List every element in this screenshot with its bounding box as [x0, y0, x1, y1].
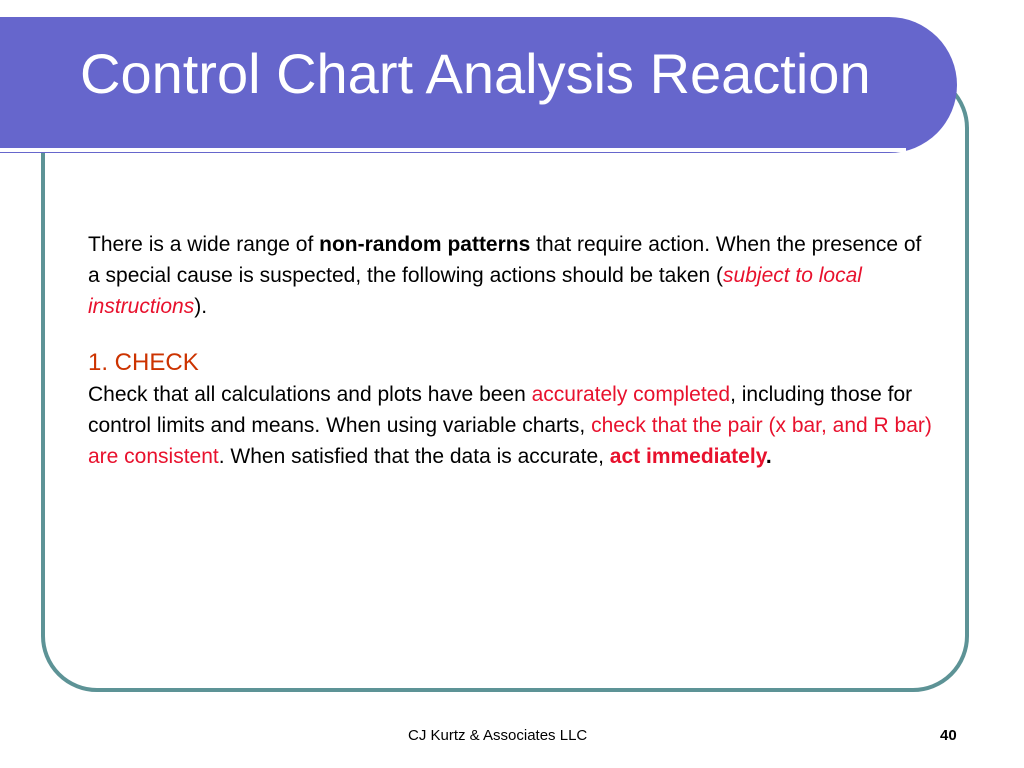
check-text-2: , including those for control limits and means. When using variable charts, — [88, 383, 913, 437]
paragraph-gap — [88, 322, 938, 346]
slide-body — [88, 229, 938, 472]
title-underline — [0, 148, 906, 152]
check-paragraph — [88, 379, 938, 472]
intro-italic-note: subject to local instructions — [88, 264, 862, 318]
intro-paragraph — [88, 229, 938, 322]
check-text-4: . — [765, 445, 772, 468]
intro-bold-term: non-random patterns — [319, 233, 531, 256]
intro-text-1: There is a wide range of — [88, 233, 320, 256]
check-red-2: check that the pair (x bar, and R bar) are consistent — [88, 414, 932, 468]
intro-text-3: ). — [194, 295, 208, 318]
page-number: 40 — [940, 727, 957, 744]
footer-company: CJ Kurtz & Associates LLC — [408, 727, 588, 744]
check-red-1: accurately completed — [531, 383, 731, 406]
slide-title: Control Chart Analysis Reaction — [80, 42, 871, 105]
check-text-1: Check that all calculations and plots have been — [88, 383, 532, 406]
check-bold-red: act immediately — [609, 445, 766, 468]
check-text-3: . When satisfied that the data is accurate, — [218, 445, 610, 468]
check-heading: 1. CHECK — [88, 349, 199, 376]
intro-text-2: that require action. When the presence of a special cause is suspected, the following actions should be taken ( — [88, 233, 922, 287]
